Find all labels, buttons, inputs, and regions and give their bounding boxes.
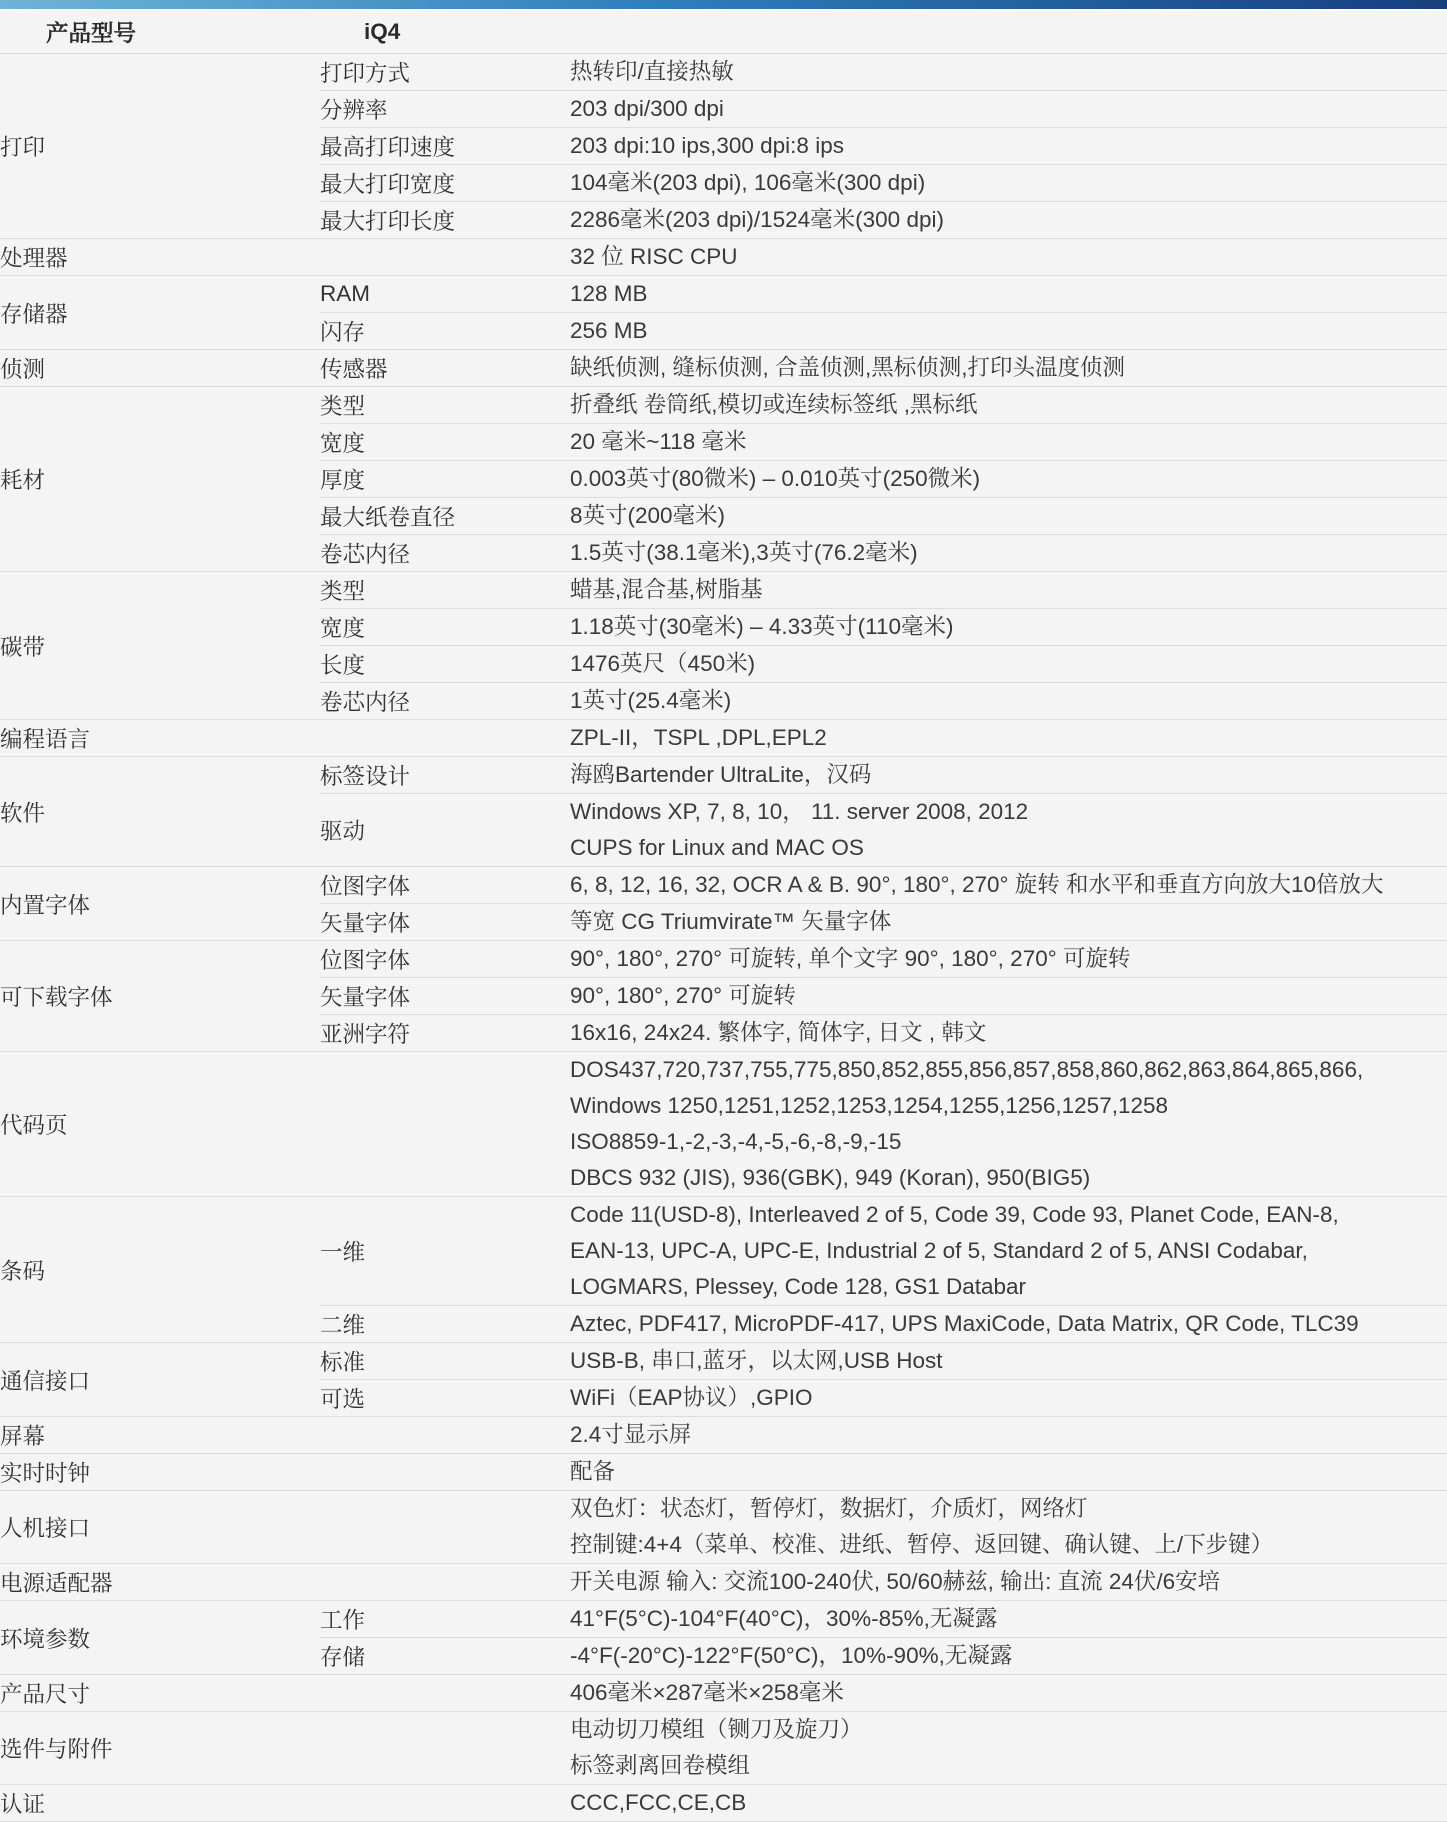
spec-value-line: 电动切刀模组（铡刀及旋刀）: [570, 1717, 863, 1742]
spec-value-line: 41°F(5°C)-104°F(40°C)，30%-85%,无凝露: [570, 1606, 998, 1631]
spec-value-line: Windows XP, 7, 8, 10， 11. server 2008, 2012: [570, 799, 1029, 824]
subcategory-label: 长度: [320, 646, 570, 683]
subcategory-label: [320, 1417, 570, 1454]
spec-value: [570, 609, 1447, 646]
spec-value-line: Windows 1250,1251,1252,1253,1254,1255,1256,1257,1258: [570, 1093, 1169, 1118]
spec-value: [570, 239, 1447, 276]
subcategory-label: [320, 1564, 570, 1601]
header-row: [0, 11, 1447, 54]
spec-value-line: DBCS 932 (JIS), 936(GBK), 949 (Koran), 950(BIG5): [570, 1165, 1091, 1190]
spec-value-line: EAN-13, UPC-A, UPC-E, Industrial 2 of 5, Standard 2 of 5, ANSI Codabar,: [570, 1238, 1308, 1263]
spec-value-line: 2286毫米(203 dpi)/1524毫米(300 dpi): [570, 207, 944, 232]
subcategory-label: 卷芯内径: [320, 535, 570, 572]
spec-value-line: 406毫米×287毫米×258毫米: [570, 1680, 844, 1705]
category-label: 存储器: [0, 276, 320, 350]
spec-value-line: 开关电源 输入: 交流100-240伏, 50/60赫兹, 输出: 直流 24伏/6安培: [570, 1569, 1221, 1594]
category-label: 耗材: [0, 387, 320, 572]
spec-value-line: 1476英尺（450米): [570, 651, 756, 676]
spec-value-line: ZPL-II，TSPL ,DPL,EPL2: [570, 725, 827, 750]
spec-value-line: 等宽 CG Triumvirate™ 矢量字体: [570, 909, 892, 934]
subcategory-label: 二维: [320, 1306, 570, 1343]
spec-value: [570, 978, 1447, 1015]
category-label: 碳带: [0, 572, 320, 720]
spec-table-body: [0, 11, 1447, 1822]
spec-value-line: Aztec, PDF417, MicroPDF-417, UPS MaxiCode, Data Matrix, QR Code, TLC39: [570, 1311, 1359, 1336]
spec-row: [0, 1052, 1447, 1197]
subcategory-label: 存储: [320, 1638, 570, 1675]
spec-row: [0, 1675, 1447, 1712]
category-label: 编程语言: [0, 720, 320, 757]
spec-value: [570, 535, 1447, 572]
spec-value: [570, 1015, 1447, 1052]
spec-value: [570, 1306, 1447, 1343]
subcategory-label: [320, 720, 570, 757]
spec-row: [0, 276, 1447, 313]
spec-value: [570, 128, 1447, 165]
spec-value: [570, 757, 1447, 794]
subcategory-label: 位图字体: [320, 867, 570, 904]
category-label: 认证: [0, 1785, 320, 1822]
spec-value: [570, 424, 1447, 461]
category-label: 屏幕: [0, 1417, 320, 1454]
subcategory-label: 类型: [320, 387, 570, 424]
spec-value-line: 32 位 RISC CPU: [570, 244, 738, 269]
subcategory-label: [320, 1712, 570, 1785]
category-label: 可下载字体: [0, 941, 320, 1052]
spec-row: [0, 1601, 1447, 1638]
spec-value: [570, 904, 1447, 941]
spec-value: [570, 1197, 1447, 1306]
spec-value-line: 折叠纸 卷筒纸,模切或连续标签纸 ,黑标纸: [570, 392, 978, 417]
spec-value-line: 20 毫米~118 毫米: [570, 429, 747, 454]
category-label: 代码页: [0, 1052, 320, 1197]
category-label: 电源适配器: [0, 1564, 320, 1601]
spec-row: [0, 1491, 1447, 1564]
spec-value-line: 90°, 180°, 270° 可旋转, 单个文字 90°, 180°, 270° 可旋转: [570, 946, 1131, 971]
category-label: 人机接口: [0, 1491, 320, 1564]
spec-value: [570, 1601, 1447, 1638]
subcategory-label: 最大纸卷直径: [320, 498, 570, 535]
spec-row: [0, 1564, 1447, 1601]
spec-row: [0, 1454, 1447, 1491]
model-value: iQ4: [320, 11, 1447, 54]
spec-value-line: 缺纸侦测, 缝标侦测, 合盖侦测,黑标侦测,打印头温度侦测: [570, 355, 1126, 380]
subcategory-label: 驱动: [320, 794, 570, 867]
spec-value-line: 1.18英寸(30毫米) – 4.33英寸(110毫米): [570, 614, 954, 639]
spec-value-line: 0.003英寸(80微米) – 0.010英寸(250微米): [570, 466, 981, 491]
spec-value-line: 8英寸(200毫米): [570, 503, 726, 528]
spec-value-line: CCC,FCC,CE,CB: [570, 1790, 747, 1815]
spec-value-line: 1英寸(25.4毫米): [570, 688, 732, 713]
spec-value-line: 104毫米(203 dpi), 106毫米(300 dpi): [570, 170, 926, 195]
category-label: 打印: [0, 54, 320, 239]
category-label: 实时时钟: [0, 1454, 320, 1491]
spec-row: [0, 1785, 1447, 1822]
spec-value: [570, 1491, 1447, 1564]
subcategory-label: 标准: [320, 1343, 570, 1380]
spec-value: [570, 646, 1447, 683]
spec-value: [570, 867, 1447, 904]
spec-row: [0, 387, 1447, 424]
spec-value-line: 配备: [570, 1459, 616, 1484]
subcategory-label: 亚洲字符: [320, 1015, 570, 1052]
spec-value: [570, 313, 1447, 350]
subcategory-label: 标签设计: [320, 757, 570, 794]
category-label: 条码: [0, 1197, 320, 1343]
top-accent-bar: [0, 0, 1447, 9]
spec-value: [570, 202, 1447, 239]
subcategory-label: 厚度: [320, 461, 570, 498]
subcategory-label: 卷芯内径: [320, 683, 570, 720]
spec-row: [0, 239, 1447, 276]
subcategory-label: [320, 1052, 570, 1197]
spec-row: [0, 1712, 1447, 1785]
subcategory-label: [320, 1491, 570, 1564]
spec-value-line: 2.4寸显示屏: [570, 1422, 692, 1447]
spec-value: [570, 1417, 1447, 1454]
spec-value-line: 蜡基,混合基,树脂基: [570, 577, 763, 602]
spec-row: [0, 1197, 1447, 1306]
spec-value-line: 6, 8, 12, 16, 32, OCR A & B. 90°, 180°, 270° 旋转 和水平和垂直方向放大10倍放大: [570, 872, 1384, 897]
category-label: 选件与附件: [0, 1712, 320, 1785]
spec-value: [570, 1638, 1447, 1675]
spec-value: [570, 941, 1447, 978]
spec-value: [570, 54, 1447, 91]
spec-value-line: -4°F(-20°C)-122°F(50°C)，10%-90%,无凝露: [570, 1643, 1013, 1668]
spec-value-line: CUPS for Linux and MAC OS: [570, 835, 864, 860]
spec-value-line: WiFi（EAP协议）,GPIO: [570, 1385, 813, 1410]
subcategory-label: [320, 1785, 570, 1822]
subcategory-label: 可选: [320, 1380, 570, 1417]
spec-value-line: 203 dpi:10 ips,300 dpi:8 ips: [570, 133, 844, 158]
spec-value-line: 控制键:4+4（菜单、校准、进纸、暂停、返回键、确认键、上/下步键）: [570, 1532, 1274, 1557]
spec-value: [570, 165, 1447, 202]
subcategory-label: 闪存: [320, 313, 570, 350]
subcategory-label: 宽度: [320, 424, 570, 461]
spec-value: [570, 1052, 1447, 1197]
subcategory-label: 类型: [320, 572, 570, 609]
spec-row: [0, 720, 1447, 757]
category-label: 侦测: [0, 350, 320, 387]
spec-value-line: DOS437,720,737,755,775,850,852,855,856,857,858,860,862,863,864,865,866,: [570, 1057, 1364, 1082]
spec-value: [570, 1712, 1447, 1785]
spec-value-line: 203 dpi/300 dpi: [570, 96, 724, 121]
spec-row: [0, 1417, 1447, 1454]
spec-row: [0, 54, 1447, 91]
spec-value: [570, 350, 1447, 387]
spec-row: [0, 1343, 1447, 1380]
spec-value: [570, 1343, 1447, 1380]
spec-value: [570, 498, 1447, 535]
spec-value: [570, 276, 1447, 313]
category-label: 环境参数: [0, 1601, 320, 1675]
spec-value-line: 海鸥Bartender UltraLite，汉码: [570, 762, 872, 787]
subcategory-label: 宽度: [320, 609, 570, 646]
spec-value: [570, 683, 1447, 720]
subcategory-label: 矢量字体: [320, 904, 570, 941]
spec-value: [570, 387, 1447, 424]
subcategory-label: [320, 239, 570, 276]
spec-row: [0, 350, 1447, 387]
spec-row: [0, 757, 1447, 794]
spec-value: [570, 461, 1447, 498]
subcategory-label: 最大打印宽度: [320, 165, 570, 202]
subcategory-label: 传感器: [320, 350, 570, 387]
spec-value-line: 90°, 180°, 270° 可旋转: [570, 983, 796, 1008]
spec-value: [570, 1564, 1447, 1601]
spec-value: [570, 572, 1447, 609]
spec-row: [0, 572, 1447, 609]
subcategory-label: [320, 1454, 570, 1491]
spec-value: [570, 1454, 1447, 1491]
spec-value-line: 双色灯：状态灯，暂停灯，数据灯，介质灯，网络灯: [570, 1496, 1088, 1521]
subcategory-label: 最高打印速度: [320, 128, 570, 165]
spec-value: [570, 91, 1447, 128]
subcategory-label: 工作: [320, 1601, 570, 1638]
spec-value: [570, 794, 1447, 867]
spec-value: [570, 1785, 1447, 1822]
subcategory-label: 一维: [320, 1197, 570, 1306]
spec-value-line: 1.5英寸(38.1毫米),3英寸(76.2毫米): [570, 540, 918, 565]
spec-value-line: USB-B, 串口,蓝牙，以太网,USB Host: [570, 1348, 943, 1373]
category-label: 产品尺寸: [0, 1675, 320, 1712]
spec-value-line: 热转印/直接热敏: [570, 59, 734, 84]
spec-value-line: 256 MB: [570, 318, 648, 343]
spec-value-line: Code 11(USD-8), Interleaved 2 of 5, Code 39, Code 93, Planet Code, EAN-8,: [570, 1202, 1339, 1227]
subcategory-label: RAM: [320, 276, 570, 313]
subcategory-label: 位图字体: [320, 941, 570, 978]
category-label: 处理器: [0, 239, 320, 276]
subcategory-label: 打印方式: [320, 54, 570, 91]
spec-value-line: ISO8859-1,-2,-3,-4,-5,-6,-8,-9,-15: [570, 1129, 902, 1154]
category-label: 内置字体: [0, 867, 320, 941]
spec-value-line: LOGMARS, Plessey, Code 128, GS1 Databar: [570, 1274, 1027, 1299]
spec-value-line: 16x16, 24x24. 繁体字, 简体字, 日文 , 韩文: [570, 1020, 987, 1045]
subcategory-label: [320, 1675, 570, 1712]
subcategory-label: 矢量字体: [320, 978, 570, 1015]
category-label: 通信接口: [0, 1343, 320, 1417]
model-label: 产品型号: [0, 11, 320, 54]
spec-row: [0, 941, 1447, 978]
spec-table: [0, 11, 1447, 1822]
category-label: 软件: [0, 757, 320, 867]
subcategory-label: 分辨率: [320, 91, 570, 128]
spec-value: [570, 1675, 1447, 1712]
spec-value-line: 128 MB: [570, 281, 648, 306]
spec-value: [570, 1380, 1447, 1417]
spec-value: [570, 720, 1447, 757]
subcategory-label: 最大打印长度: [320, 202, 570, 239]
spec-value-line: 标签剥离回卷模组: [570, 1753, 751, 1778]
spec-row: [0, 867, 1447, 904]
